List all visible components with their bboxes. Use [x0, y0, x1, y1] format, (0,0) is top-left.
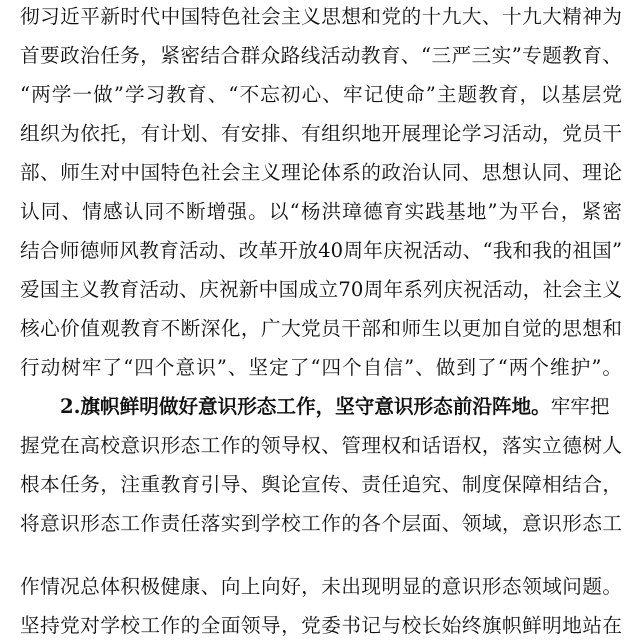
- text-line: 彻习近平新时代中国特色社会主义思想和党的十九大、十九大精神为: [20, 5, 622, 28]
- text-line: 行动树牢了“四个意识”、坚定了“四个自信”、做到了“两个维护”。: [20, 356, 622, 379]
- text-line: 认同、情感认同不断增强。以“杨洪璋德育实践基地”为平台，紧密: [20, 200, 622, 223]
- section-2-heading: 2.旗帜鲜明做好意识形态工作，坚守意识形态前沿阵地。: [60, 395, 551, 418]
- section-2-heading-tail: 牢牢把: [550, 395, 610, 418]
- text-line: 将意识形态工作责任落实到学校工作的各个层面、领域，意识形态工: [20, 512, 622, 535]
- text-line: 坚持党对学校工作的全面领导，党委书记与校长始终旗帜鲜明地站在: [20, 614, 622, 637]
- text-line: 根本任务，注重教育引导、舆论宣传、责任追究、制度保障相结合，: [20, 473, 622, 496]
- text-line: 部、师生对中国特色社会主义理论体系的政治认同、思想认同、理论: [20, 161, 622, 184]
- text-line: 爱国主义教育活动、庆祝新中国成立70周年系列庆祝活动，社会主义: [20, 278, 622, 301]
- text-line: 握党在高校意识形态工作的领导权、管理权和话语权，落实立德树人: [20, 434, 622, 457]
- section-2-first-line: [60, 392, 622, 422]
- text-line: “两学一做”学习教育、“不忘初心、牢记使命”主题教育，以基层党: [20, 83, 622, 106]
- text-line: 核心价值观教育不断深化，广大党员干部和师生以更加自觉的思想和: [20, 317, 622, 340]
- text-line: 结合师德师风教育活动、改革开放40周年庆祝活动、“我和我的祖国”: [20, 239, 622, 262]
- text-line: 组织为依托，有计划、有安排、有组织地开展理论学习活动，党员干: [20, 122, 622, 145]
- text-line: 作情况总体积极健康、向上向好，未出现明显的意识形态领域问题。: [20, 575, 622, 598]
- text-line: 首要政治任务，紧密结合群众路线活动教育、“三严三实”专题教育、: [20, 44, 622, 67]
